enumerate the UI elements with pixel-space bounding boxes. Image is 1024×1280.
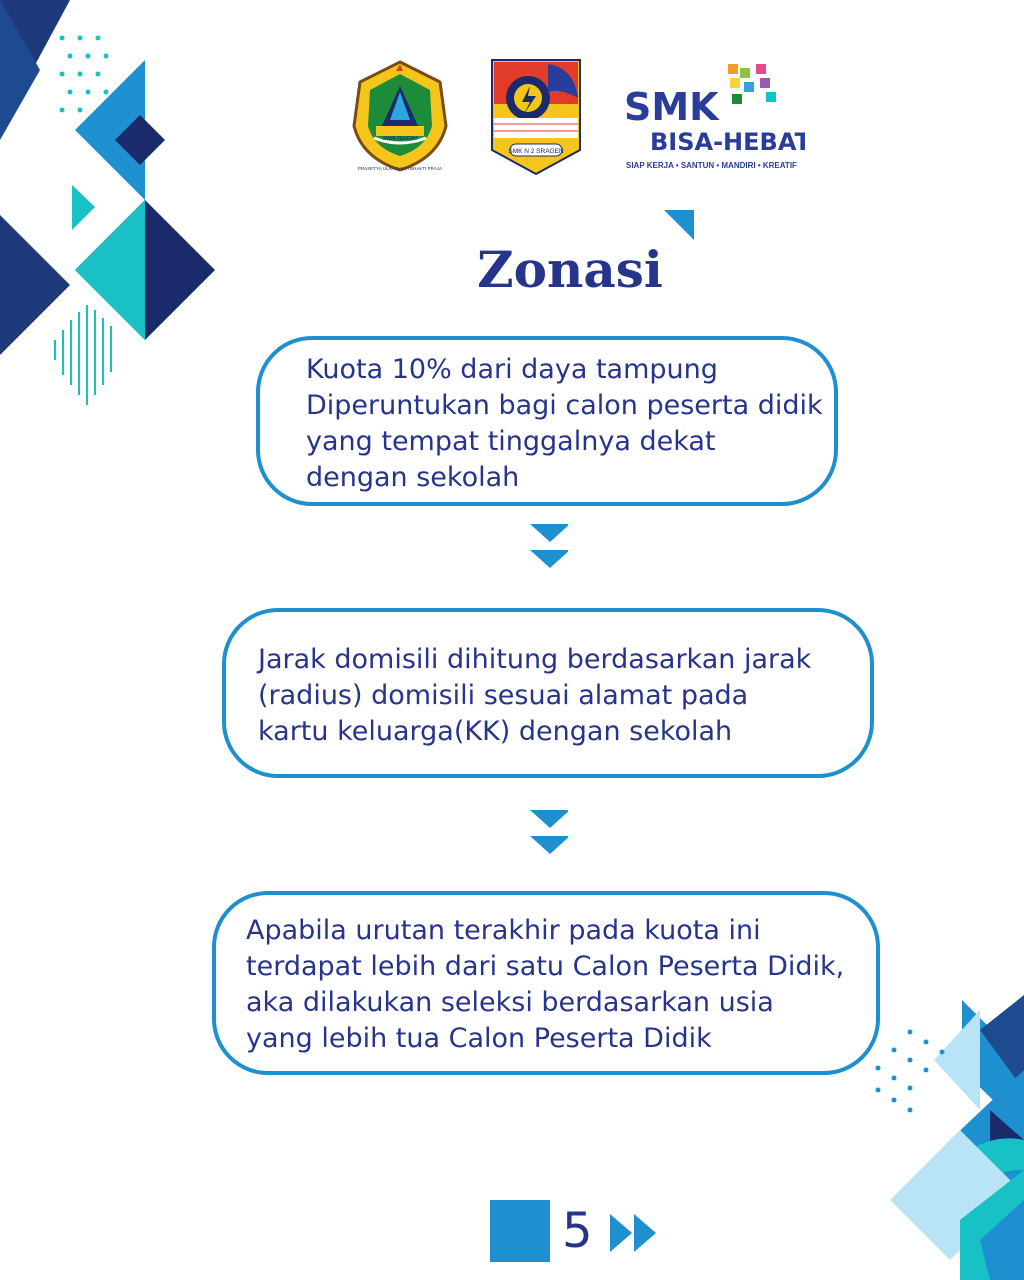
svg-text:BISA-HEBAT: BISA-HEBAT [650,128,805,156]
step-2-line: (radius) domisili sesuai alamat pada [258,680,749,711]
svg-text:PRASETYA ULAH SAKTI BHAKTI PRA: PRASETYA ULAH SAKTI BHAKTI PRAJA [357,166,443,171]
step-3-line: yang lebih tua Calon Peserta Didik [246,1023,712,1054]
smk-bisa-hebat-logo [620,62,805,181]
step-1-line: dengan sekolah [306,462,520,493]
decor-top-left [0,0,230,420]
step-1-line: Kuota 10% dari daya tampung [306,354,718,385]
page-number-square [490,1200,550,1262]
chevron-down-icon [528,522,568,572]
next-arrow-icon[interactable] [606,1210,662,1256]
step-2-line: kartu keluarga(KK) dengan sekolah [258,716,733,747]
step-1-line: Diperuntukan bagi calon peserta didik [306,390,823,421]
chevron-down-icon [528,808,568,858]
step-box-3 [212,891,880,1075]
jateng-logo-text [348,56,452,176]
step-1-line: yang tempat tinggalnya dekat [306,426,716,457]
title-corner-triangle [664,210,696,242]
step-2-line: Jarak domisili dihitung berdasarkan jarak [258,644,812,675]
jateng-logo [348,56,452,180]
svg-text:SIAP KERJA • SANTUN • MANDIRI: SIAP KERJA • SANTUN • MANDIRI • KREATIF [626,161,797,170]
page-number: 5 [562,1203,593,1259]
step-3-line: aka dilakukan seleksi berdasarkan usia [246,987,774,1018]
school-logo [490,58,582,180]
step-3-line: terdapat lebih dari satu Calon Peserta Didik, [246,951,845,982]
step-3-line: Apabila urutan terakhir pada kuota ini [246,915,761,946]
step-box-1 [256,336,838,506]
svg-text:SMK N 2 SRAGEN: SMK N 2 SRAGEN [508,148,564,155]
svg-text:SMK: SMK [624,85,719,129]
svg-text:JAWA TENGAH: JAWA TENGAH [382,136,418,142]
step-box-2 [222,608,874,778]
page-title: Zonasi [477,240,663,299]
